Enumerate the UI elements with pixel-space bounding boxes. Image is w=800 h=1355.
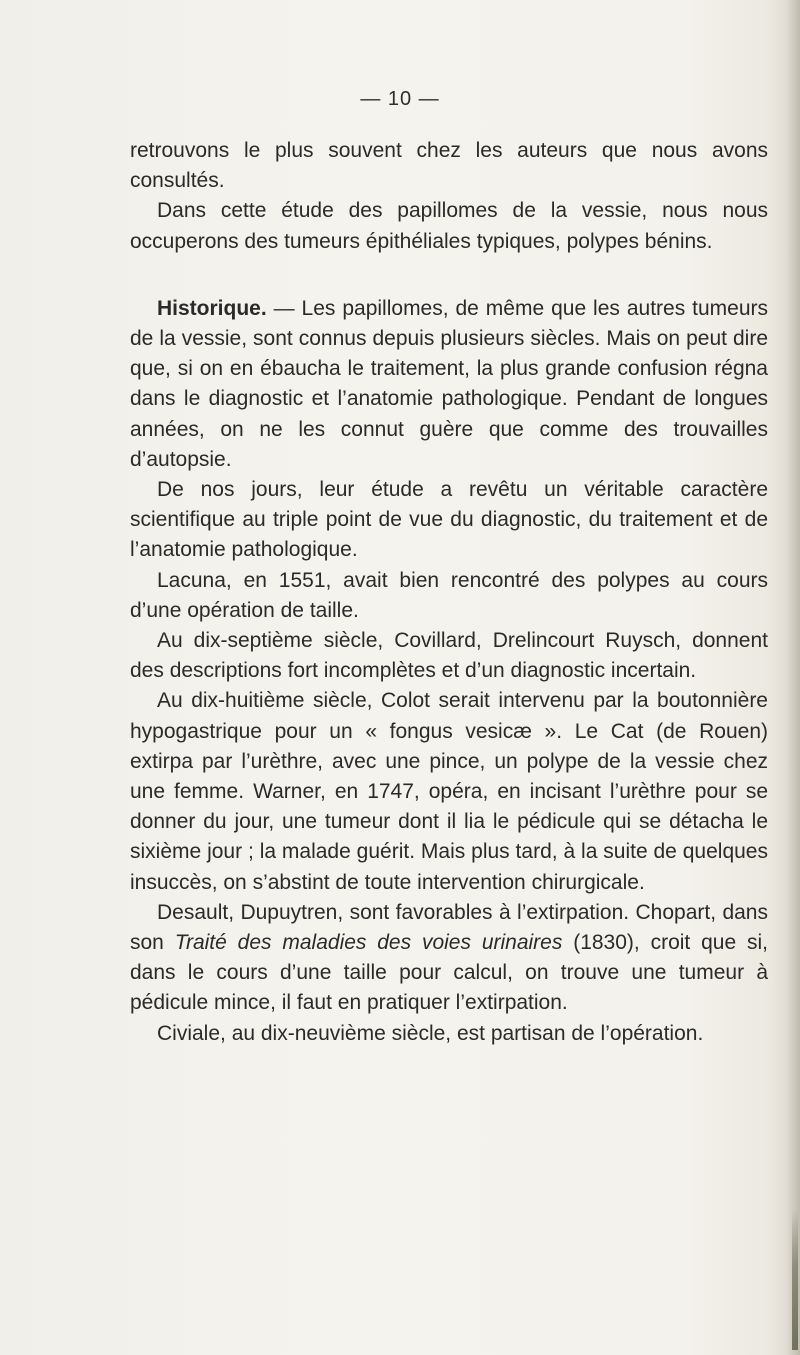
- paragraph-lacuna: Lacuna, en 1551, avait bien rencontré des polypes au cours d’une opération de taille.: [130, 568, 768, 622]
- paragraph-17th-century: Au dix-septième siècle, Covillard, Drelincourt Ruysch, donnent des descriptions fort incomplètes et d’un diagnostic incertain.: [130, 629, 768, 683]
- page-edge-shadow: [786, 0, 800, 1355]
- body-text: [130, 136, 768, 1049]
- paragraph-desault: [130, 898, 768, 1019]
- paragraph-desault-end: (1830), croit que si, dans le cours d’une taille pour calcul, on trouve une tumeur à pédicule mince, il faut en pratiquer l’extirpation.: [130, 931, 768, 1015]
- paragraph-historique: [130, 294, 768, 475]
- paragraph-desault-start: Desault, Dupuytren, sont favorables à l’extirpation. Chopart, dans son: [130, 900, 768, 955]
- paragraph-18th-century: Au dix-huitième siècle, Colot serait intervenu par la boutonnière hypogastrique pour un « fongus vesicæ ». Le Cat (de Rouen) extirpa par l’urèthre, avec une pince, un polype de la vessie chez une femme. Warner, en 1747, opéra, en incisant l’urèthre pour se donner du jour, une tumeur dont il lia le pédicule qui se détacha le sixième jour ; la malade guérit. Mais plus tard, à la suite de quelques insuccès, on s’abstint de toute intervention chirurgicale.: [130, 689, 768, 894]
- paragraph-civiale: Civiale, au dix-neuvième siècle, est partisan de l’opération.: [157, 1021, 704, 1045]
- section-heading: Historique.: [157, 296, 267, 320]
- book-title: Traité des maladies des voies urinaires: [174, 931, 563, 955]
- page-edge-stain: [792, 1210, 798, 1350]
- paragraph-intro: Dans cette étude des papillomes de la vessie, nous nous occuperons des tumeurs épithéliales typiques, polypes bénins.: [130, 199, 768, 253]
- page-number: — 10 —: [360, 88, 440, 110]
- paragraph-modern-study: De nos jours, leur étude a revêtu un véritable caractère scientifique au triple point de vue du diagnostic, du traitement et de l’anatomie pathologique.: [130, 478, 768, 562]
- paragraph-continuation: retrouvons le plus souvent chez les auteurs que nous avons consultés.: [130, 139, 768, 193]
- paragraph-historique-text: — Les papillomes, de même que les autres tumeurs de la vessie, sont connus depuis plusieurs siècles. Mais on peut dire que, si on en ébaucha le traitement, la plus grande confusion régna dans le diagnostic et l’anatomie pathologique. Pendant de longues années, on ne les connut guère que comme des trouvailles d’autopsie.: [130, 296, 768, 471]
